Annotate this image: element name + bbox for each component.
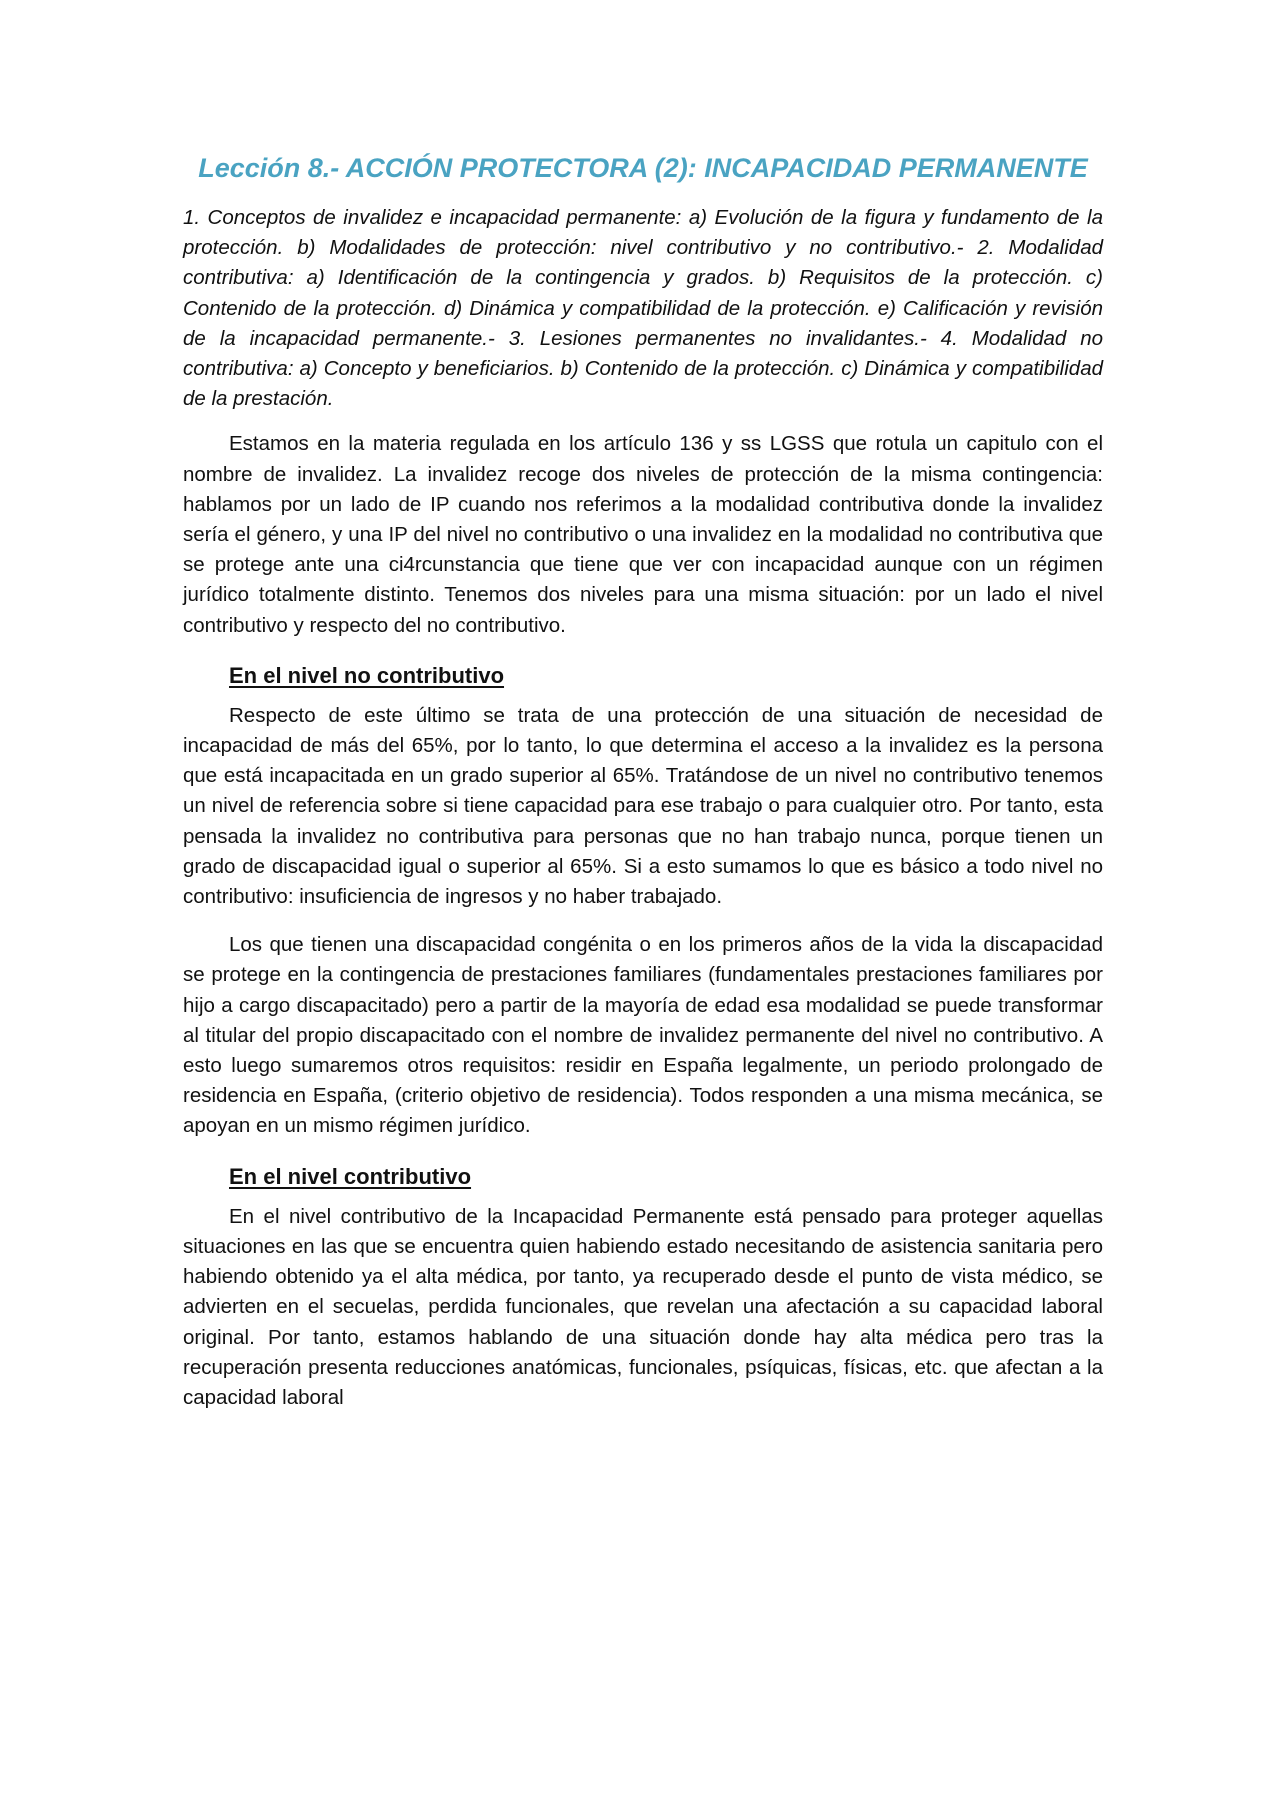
lesson-title: Lección 8.- ACCIÓN PROTECTORA (2): INCAPACIDAD PERMANENTE <box>198 153 1088 183</box>
paragraph: En el nivel contributivo de la Incapacidad Permanente está pensado para proteger aquellas situaciones en las que se encuentra quien habiendo estado necesitando de asistencia sanitaria pero habiendo obtenido ya el alta médica, por tanto, ya recuperado desde el punto de vista médico, se advierten en el secuelas, perdida funcionales, que revelan una afectación a su capacidad laboral original. Por tanto, estamos hablando de una situación donde hay alta médica pero tras la recuperación presenta reducciones anatómicas, funcionales, psíquicas, físicas, etc. que afectan a la capacidad laboral <box>183 1204 1103 1409</box>
paragraph: Los que tienen una discapacidad congénita o en los primeros años de la vida la discapacidad se protege en la contingencia de prestaciones familiares (fundamentales prestaciones familiares por hijo a cargo discapacitado) pero a partir de la mayoría de edad esa modalidad se puede transformar al titular del propio discapacitado con el nombre de invalidez permanente del nivel no contributivo. A esto luego sumaremos otros requisitos: residir en España legalmente, un periodo prolongado de residencia en España, (criterio objetivo de residencia). Todos responden a una misma mecánica, se apoyan en un mismo régimen jurídico. <box>183 933 1103 1138</box>
lesson-summary: 1. Conceptos de invalidez e incapacidad permanente: a) Evolución de la figura y fundamento de la protección. b) Modalidades de protección: nivel contributivo y no contributivo.- 2. Modalidad contributiva: a) Identificación de la contingencia y grados. b) Requisitos de la protección. c) Contenido de la protección. d) Dinámica y compatibilidad de la protección. e) Calificación y revisión de la incapacidad permanente.- 3. Lesiones permanentes no invalidantes.- 4. Modalidad no contributiva: a) Concepto y beneficiarios. b) Contenido de la protección. c) Dinámica y compatibilidad de la prestación. <box>183 206 1103 411</box>
document-page <box>183 148 1103 1413</box>
section-heading-contributivo: En el nivel contributivo <box>229 1163 472 1189</box>
paragraph: Respecto de este último se trata de una protección de una situación de necesidad de incapacidad de más del 65%, por lo tanto, lo que determina el acceso a la invalidez es la persona que está incapacitada en un grado superior al 65%. Tratándose de un nivel no contributivo tenemos un nivel de referencia sobre si tiene capacidad para ese trabajo o para cualquier otro. Por tanto, esta pensada la invalidez no contributiva para personas que no han trabajo nunca, porque tienen un grado de discapacidad igual o superior al 65%. Si a esto sumamos lo que es básico a todo nivel no contributivo: insuficiencia de ingresos y no haber trabajado. <box>183 703 1103 909</box>
section-heading-no-contributivo: En el nivel no contributivo <box>229 662 505 688</box>
intro-paragraph: Estamos en la materia regulada en los artículo 136 y ss LGSS que rotula un capitulo con el nombre de invalidez. La invalidez recoge dos niveles de protección de la misma contingencia: hablamos por un lado de IP cuando nos referimos a la modalidad contributiva donde la invalidez sería el género, y una IP del nivel no contributivo o una invalidez en la modalidad no contributiva que se protege ante una ci4rcunstancia que tiene que ver con incapacidad aunque con un régimen jurídico totalmente distinto. Tenemos dos niveles para una misma situación: por un lado el nivel contributivo y respecto del no contributivo. <box>183 432 1103 637</box>
